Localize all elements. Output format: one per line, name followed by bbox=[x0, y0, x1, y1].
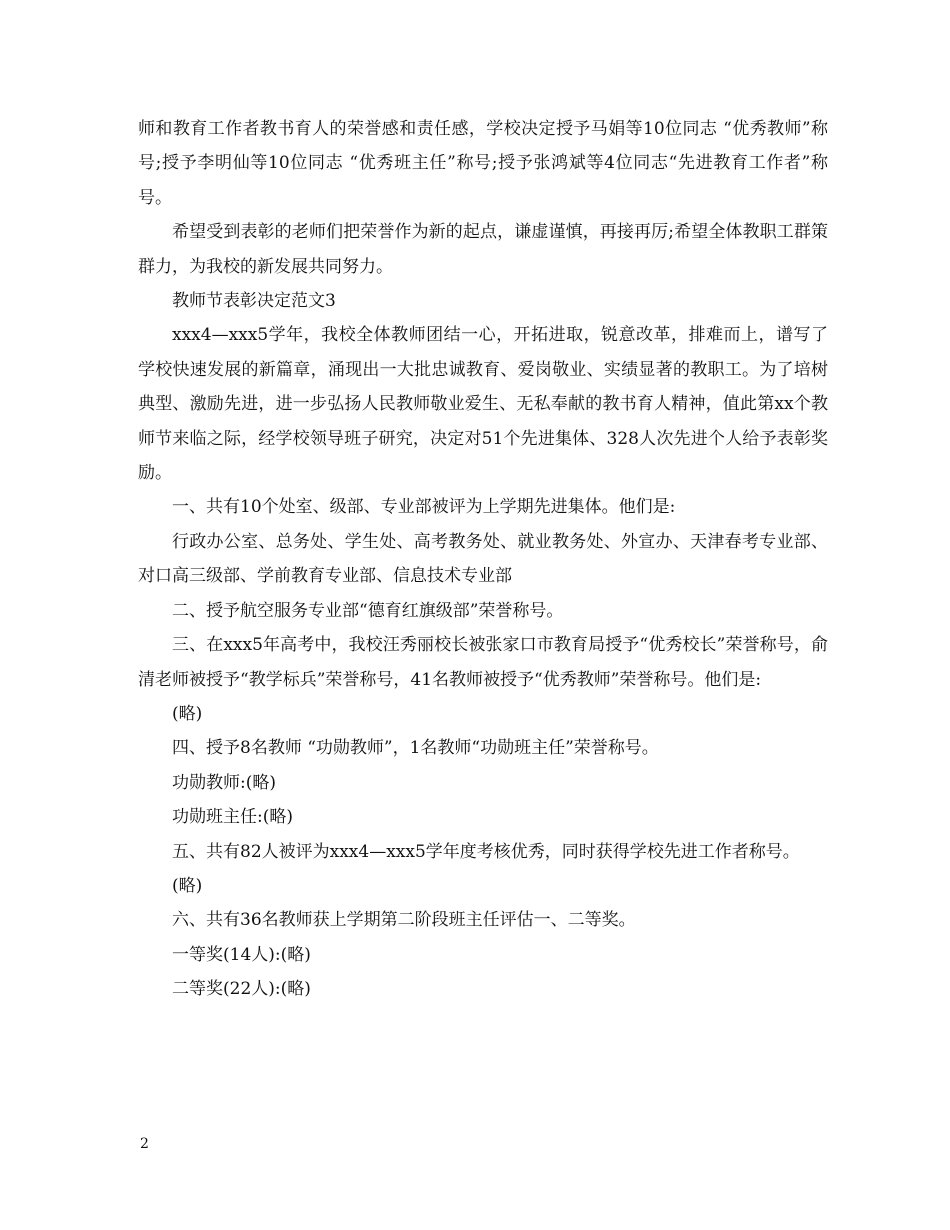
item-four: 四、授予8名教师 “功勋教师”，1名教师“功勋班主任”荣誉称号。 bbox=[172, 738, 659, 759]
paragraph-intro: xxx4—xxx5学年，我校全体教师团结一心，开拓进取，锐意改革，排难而上，谱写了学校快速发展的新篇章，涌现出一大批忠诚教育、爱岗敬业、实绩显著的教职工。为了培树典型、激励先进，进一步弘扬人民教师敬业爱生、无私奉献的教书育人精神，值此第xx个教师节来临之际，经学校领导班子研究，决定对51个先进集体、328人次先进个人给予表彰奖励。 bbox=[138, 325, 828, 484]
item-two: 二、授予航空服务专业部“德育红旗级部”荣誉称号。 bbox=[172, 600, 564, 621]
item-four-teachers: 功勋教师:(略) bbox=[172, 772, 276, 793]
paragraph-hope: 希望受到表彰的老师们把荣誉作为新的起点，谦虚谨慎，再接再厉;希望全体教职工群策群力，为我校的新发展共同努力。 bbox=[138, 222, 828, 277]
item-four-head-teacher: 功勋班主任:(略) bbox=[172, 807, 293, 828]
item-three-omitted: (略) bbox=[172, 703, 203, 724]
item-five-omitted: (略) bbox=[172, 875, 203, 896]
paragraph-award-list: 师和教育工作者教书育人的荣誉感和责任感，学校决定授予马娟等10位同志 “优秀教师”称号;授予李明仙等10位同志 “优秀班主任”称号;授予张鸿斌等4位同志“先进教育工作者”称号。 bbox=[138, 119, 828, 208]
item-five: 五、共有82人被评为xxx4—xxx5学年度考核优秀，同时获得学校先进工作者称号。 bbox=[172, 841, 800, 862]
item-one: 一、共有10个处室、级部、专业部被评为上学期先进集体。他们是: bbox=[172, 497, 676, 518]
document-body bbox=[138, 112, 828, 1007]
page-number: 2 bbox=[140, 1136, 149, 1152]
second-prize: 二等奖(22人):(略) bbox=[172, 979, 311, 1000]
item-one-list: 行政办公室、总务处、学生处、高考教务处、就业教务处、外宣办、天津春考专业部、对口高三级部、学前教育专业部、信息技术专业部 bbox=[138, 531, 828, 587]
item-six: 六、共有36名教师获上学期第二阶段班主任评估一、二等奖。 bbox=[172, 910, 636, 931]
first-prize: 一等奖(14人):(略) bbox=[172, 944, 311, 965]
item-three: 三、在xxx5年高考中，我校汪秀丽校长被张家口市教育局授予“优秀校长”荣誉称号，俞清老师被授予“教学标兵”荣誉称号，41名教师被授予“优秀教师”荣誉称号。他们是: bbox=[138, 635, 828, 690]
section-heading: 教师节表彰决定范文3 bbox=[172, 291, 336, 312]
